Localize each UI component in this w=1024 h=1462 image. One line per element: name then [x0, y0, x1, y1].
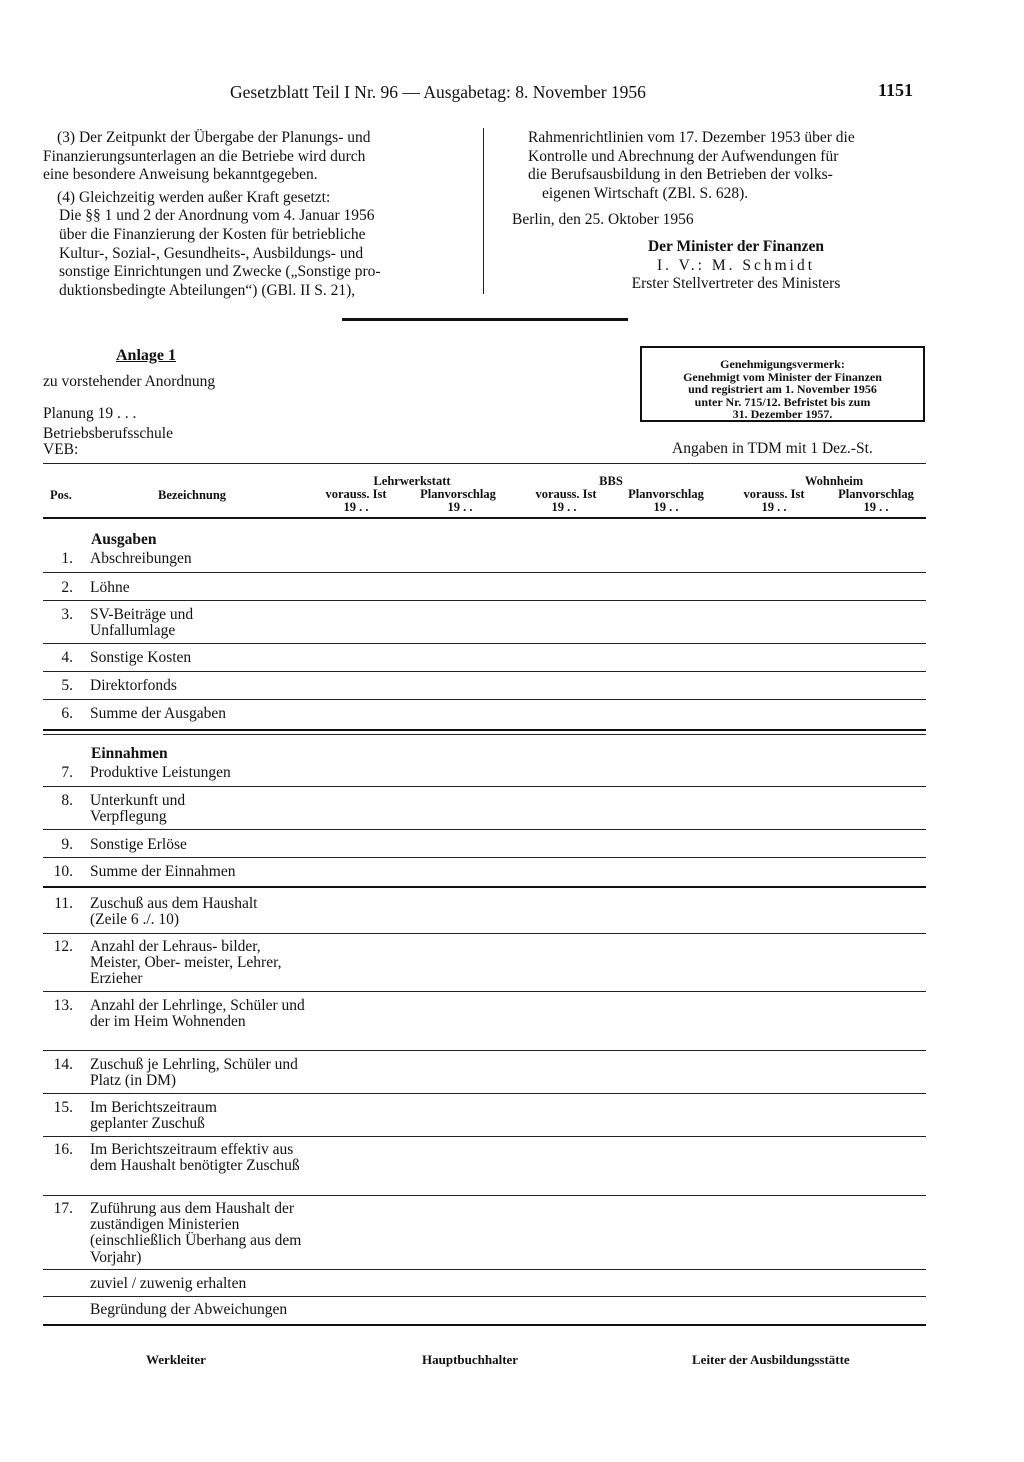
group-lehrwerkstatt: Lehrwerkstatt: [373, 474, 451, 488]
row-rule: [43, 1136, 926, 1137]
date-line: Berlin, den 25. Oktober 1956: [512, 211, 694, 229]
left-column: [43, 129, 473, 300]
group-bbs: BBS: [599, 474, 623, 488]
row-pos: 13.: [53, 997, 73, 1014]
row-rule: [43, 671, 926, 672]
group-wohnheim: Wohnheim: [804, 474, 864, 488]
units-note: Angaben in TDM mit 1 Dez.-St.: [672, 440, 873, 457]
group1-year1: 19 . .: [551, 500, 577, 514]
group1-sub1: vorauss. Ist: [535, 487, 597, 501]
row-rule: [43, 786, 926, 787]
row-pos: 16.: [53, 1141, 73, 1158]
row-rule: [43, 1195, 926, 1196]
row-pos: 5.: [61, 677, 73, 694]
annex-subtitle: zu vorstehender Anordnung: [43, 373, 216, 390]
row-label: Zuführung aus dem Haushalt der zuständigen Ministerien (einschließlich Überhang aus dem Vorjahr): [90, 1200, 302, 1266]
row-label: Unterkunft und Verpflegung: [90, 792, 186, 826]
table-top-rule: [43, 463, 926, 464]
row-label: SV-Beiträge und Unfallumlage: [90, 606, 194, 640]
row-rule: [43, 933, 926, 934]
page-number: 1151: [878, 80, 914, 100]
row-pos: 7.: [61, 764, 73, 781]
row-pos: 3.: [61, 606, 73, 623]
row-pos: 9.: [61, 836, 73, 853]
group1-sub2: Planvorschlag: [628, 487, 704, 501]
para4-line1: Die §§ 1 und 2 der Anordnung vom 4. Januar 1956: [59, 207, 375, 225]
signature-leiter: Leiter der Ausbildungsstätte: [692, 1352, 850, 1367]
group2-sub1: vorauss. Ist: [743, 487, 805, 501]
section-einnahmen: Einnahmen: [91, 745, 168, 762]
col-desc-header: Bezeichnung: [158, 488, 227, 502]
row-label: Im Berichtszeitraum geplanter Zuschuß: [90, 1099, 217, 1133]
col-pos-header: Pos.: [50, 488, 72, 502]
section-ausgaben: Ausgaben: [91, 531, 157, 548]
row-label: Sonstige Kosten: [90, 649, 192, 666]
section-separator: [342, 318, 628, 321]
row-rule: [43, 829, 926, 830]
row-label: Anzahl der Lehraus- bilder, Meister, Ober- meister, Lehrer, Erzieher: [90, 938, 282, 988]
row-pos: 6.: [61, 705, 73, 722]
row-label: Zuschuß aus dem Haushalt (Zeile 6 ./. 10): [90, 895, 258, 929]
approval-stamp-box: [640, 346, 925, 422]
para3-line2: Finanzierungsunterlagen an die Betriebe wird durch: [43, 147, 366, 165]
right-para-line1: Rahmenrichtlinien vom 17. Dezember 1953 über die: [528, 129, 855, 146]
row-pos: 4.: [61, 649, 73, 666]
row-pos: 2.: [61, 579, 73, 596]
approval-line1: Genehmigt vom Minister der Finanzen: [683, 369, 882, 384]
group0-year1: 19 . .: [343, 500, 369, 514]
row-label: Löhne: [90, 579, 130, 596]
row-label: Produktive Leistungen: [90, 764, 231, 781]
group1-year2: 19 . .: [653, 500, 679, 514]
row-label-begruendung: Begründung der Abweichungen: [90, 1301, 288, 1318]
row-rule: [43, 886, 926, 888]
planung-line: Planung 19 . . .: [43, 405, 137, 422]
approval-line3: unter Nr. 715/12. Befristet bis zum: [694, 394, 871, 409]
approval-heading: Genehmigungsvermerk:: [720, 357, 845, 371]
row-rule: [43, 857, 926, 858]
signatory-title: Der Minister der Finanzen: [647, 237, 825, 255]
row-label: Abschreibungen: [90, 550, 192, 567]
signatory-role: Erster Stellvertreter des Ministers: [631, 275, 841, 293]
row-pos: 8.: [61, 792, 73, 809]
para4-line5: duktionsbedingte Abteilungen“) (GBl. II S. 21),: [59, 281, 356, 299]
row-label: Zuschuß je Lehrling, Schüler und Platz (in DM): [90, 1056, 298, 1090]
page-header-title: Gesetzblatt Teil I Nr. 96 — Ausgabetag: 8. November 1956: [230, 82, 646, 102]
row-pos: 11.: [54, 895, 73, 912]
row-label: Summe der Einnahmen: [90, 863, 236, 880]
row-label-zuviel: zuviel / zuwenig erhalten: [90, 1275, 247, 1292]
group2-year2: 19 . .: [863, 500, 889, 514]
signature-hauptbuchhalter: Hauptbuchhalter: [422, 1352, 519, 1367]
signature-werkleiter: Werkleiter: [146, 1352, 206, 1367]
row-rule: [43, 1296, 926, 1297]
approval-line2: und registriert am 1. November 1956: [688, 382, 877, 397]
row-rule: [43, 991, 926, 992]
group2-year1: 19 . .: [761, 500, 787, 514]
group0-year2: 19 . .: [447, 500, 473, 514]
para4-line4: sonstige Einrichtungen und Zwecke („Sonstige pro-: [59, 263, 381, 281]
para4-line3: Kultur-, Sozial-, Gesundheits-, Ausbildungs- und: [59, 244, 364, 262]
row-pos: 15.: [53, 1099, 73, 1116]
group0-sub2: Planvorschlag: [420, 487, 496, 501]
para4-line2: über die Finanzierung der Kosten für betriebliche: [59, 225, 366, 243]
row-rule: [43, 1269, 926, 1270]
row-label: Summe der Ausgaben: [90, 705, 227, 722]
column-divider: [483, 128, 484, 294]
para3-line3: eine besondere Anweisung bekanntgegeben.: [43, 166, 318, 184]
row-label: Anzahl der Lehrlinge, Schüler und der im Heim Wohnenden: [90, 997, 305, 1031]
row-pos: 12.: [53, 938, 73, 955]
group2-sub2: Planvorschlag: [838, 487, 914, 501]
row-rule: [43, 643, 926, 644]
annex-title: Anlage 1: [116, 347, 176, 364]
row-pos: 10.: [53, 863, 73, 880]
right-para-line3: die Berufsausbildung in den Betrieben der volks-: [528, 166, 833, 184]
row-rule: [43, 1093, 926, 1094]
row-rule: [43, 699, 926, 700]
section-rule: [43, 729, 926, 731]
row-pos: 1.: [61, 550, 73, 567]
row-label: Im Berichtszeitraum effektiv aus dem Haushalt benötigter Zuschuß: [90, 1141, 300, 1175]
row-label: Direktorfonds: [90, 677, 177, 694]
row-rule: [43, 600, 926, 601]
row-pos: 14.: [53, 1056, 73, 1073]
para4-intro: (4) Gleichzeitig werden außer Kraft gesetzt:: [57, 188, 331, 206]
table-bottom-rule: [43, 1324, 926, 1326]
row-rule: [43, 1050, 926, 1051]
right-para-line4: eigenen Wirtschaft (ZBl. S. 628).: [542, 184, 749, 202]
row-pos: 17.: [53, 1200, 73, 1217]
group0-sub1: vorauss. Ist: [325, 487, 387, 501]
row-label: Sonstige Erlöse: [90, 836, 187, 853]
veb-line: VEB:: [43, 441, 79, 458]
approval-line4: 31. Dezember 1957.: [732, 407, 833, 422]
para3-line1: (3) Der Zeitpunkt der Übergabe der Planungs- und: [57, 129, 371, 146]
school-line: Betriebsberufsschule: [43, 425, 173, 442]
header-bottom-rule: [43, 517, 926, 519]
right-para-line2: Kontrolle und Abrechnung der Aufwendungen für: [528, 147, 839, 165]
right-column: [512, 129, 928, 294]
signatory-name: I. V.: M. Schmidt: [656, 256, 816, 274]
section-rule-double: [43, 734, 926, 735]
row-rule: [43, 572, 926, 573]
